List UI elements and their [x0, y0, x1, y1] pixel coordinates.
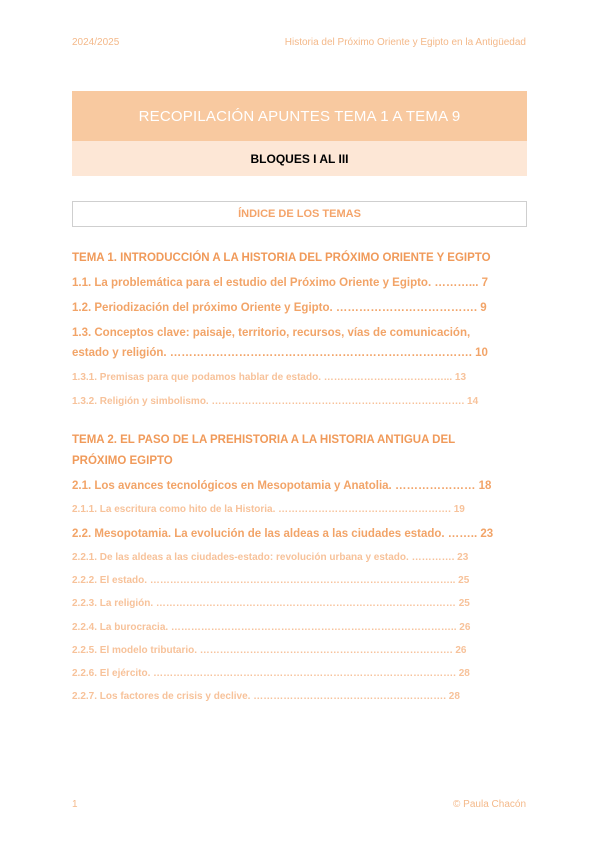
page-number: 1: [72, 799, 78, 810]
title-banner: [72, 91, 527, 141]
toc-entry-1-3-1[interactable]: 1.3.1. Premisas para que podamos hablar de estado. ………………………………... 13: [72, 372, 466, 383]
toc-entry-2-2[interactable]: 2.2. Mesopotamia. La evolución de las aldeas a las ciudades estado. …….. 23: [72, 528, 494, 540]
document-subtitle: BLOQUES I AL III: [250, 151, 349, 166]
toc-entry-1-2[interactable]: 1.2. Periodización del próximo Oriente y Egipto. ………………………………. 9: [72, 302, 487, 314]
footer-author: © Paula Chacón: [453, 799, 526, 810]
toc-entry-1-3-2[interactable]: 1.3.2. Religión y simbolismo. …………………………………………………………………. 14: [72, 396, 479, 407]
index-heading-box: [72, 201, 527, 227]
toc-entry-2-2-7[interactable]: 2.2.7. Los factores de crisis y declive. …………………………………………………. 28: [72, 691, 460, 702]
header-course-title: Historia del Próximo Oriente y Egipto en la Antigüedad: [284, 37, 526, 48]
toc-tema-1[interactable]: TEMA 1. INTRODUCCIÓN A LA HISTORIA DEL PRÓXIMO ORIENTE Y EGIPTO: [72, 252, 491, 264]
toc-entry-2-2-4[interactable]: 2.2.4. La burocracia. ………………………………………………………………………….. 26: [72, 622, 471, 633]
toc-entry-2-1[interactable]: 2.1. Los avances tecnológicos en Mesopotamia y Anatolia. ………………… 18: [72, 480, 492, 492]
toc-tema-2-cont[interactable]: PRÓXIMO EGIPTO: [72, 455, 173, 467]
toc-entry-1-3-cont[interactable]: estado y religión. ……………………………………………………………………. 10: [72, 347, 488, 359]
toc-entry-1-3[interactable]: 1.3. Conceptos clave: paisaje, territorio, recursos, vías de comunicación,: [72, 327, 471, 339]
toc-entry-2-2-5[interactable]: 2.2.5. El modelo tributario. …………………………………………………………………. 26: [72, 645, 467, 656]
toc-entry-1-1[interactable]: 1.1. La problemática para el estudio del Próximo Oriente y Egipto. ………... 7: [72, 277, 489, 289]
document-title: RECOPILACIÓN APUNTES TEMA 1 A TEMA 9: [138, 107, 461, 125]
index-heading: ÍNDICE DE LOS TEMAS: [238, 208, 361, 220]
toc-entry-2-2-3[interactable]: 2.2.3. La religión. ……………………………………………………………………………… 25: [72, 598, 470, 609]
toc-entry-2-2-1[interactable]: 2.2.1. De las aldeas a las ciudades-estado: revolución urbana y estado. …………. 23: [72, 552, 469, 563]
toc-entry-2-2-2[interactable]: 2.2.2. El estado. ……………………………………………………………………………….. 25: [72, 575, 470, 586]
header-year: 2024/2025: [72, 37, 120, 48]
subtitle-banner: [72, 141, 527, 176]
toc-entry-2-1-1[interactable]: 2.1.1. La escritura como hito de la Historia. ……………………………………………. 19: [72, 504, 465, 515]
toc-tema-2[interactable]: TEMA 2. EL PASO DE LA PREHISTORIA A LA HISTORIA ANTIGUA DEL: [72, 434, 456, 446]
toc-entry-2-2-6[interactable]: 2.2.6. El ejército. ………………………………………………………………………………. 28: [72, 668, 470, 679]
